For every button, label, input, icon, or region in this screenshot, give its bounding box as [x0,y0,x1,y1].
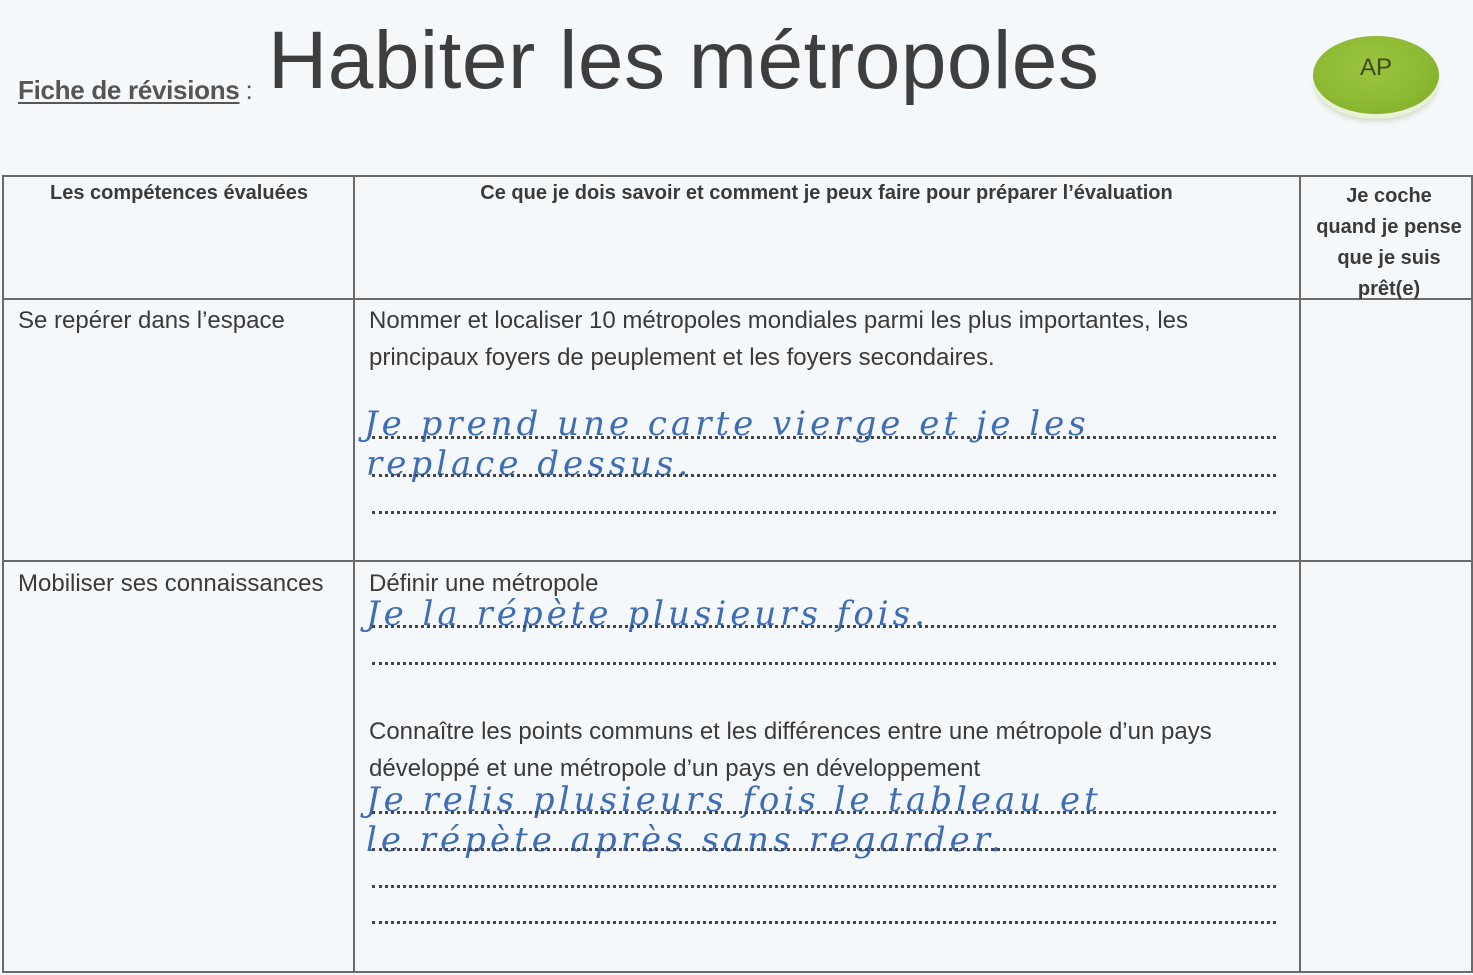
answer-line [372,474,1276,477]
row1-checkbox-cell[interactable] [1301,300,1471,560]
answer-line [372,921,1276,924]
sheet-label-colon: : [245,75,253,105]
row1-handwriting-line2: replace dessus. [366,444,693,484]
answer-line [372,511,1276,514]
header-competences: Les compétences évaluées [50,182,308,204]
revision-table [2,175,1473,973]
row2-instruction2: Connaître les points communs et les différences entre une métropole d’un pays développé et une métropole d’un pays en développement [369,718,1212,782]
row2-handwriting2-line2: le répète après sans regarder. [366,820,1006,860]
row2-handwriting2-line1: Je relis plusieurs fois le tableau et [366,780,1102,820]
ap-badge [1313,36,1439,114]
row1-competence: Se repérer dans l’espace [18,307,285,334]
answer-line [372,625,1276,628]
row2-instruction: Définir une métropole [369,570,599,597]
answer-line [372,811,1276,814]
row1-handwriting-line1: Je prend une carte vierge et je les [364,404,1090,444]
page-title: Habiter les métropoles [268,15,1100,106]
answer-line [372,662,1276,665]
answer-line [372,436,1276,439]
sheet-label [18,75,252,106]
answer-line [372,848,1276,851]
row1-instruction: Nommer et localiser 10 métropoles mondiales parmi les plus importantes, les principaux foyers de peuplement et les foyers secondaires. [369,307,1188,371]
answer-line [372,885,1276,888]
header-savoir: Ce que je dois savoir et comment je peux faire pour préparer l’évaluation [480,182,1173,204]
ap-badge-label: AP [1359,54,1392,81]
row2-checkbox-cell[interactable] [1301,562,1471,971]
header-row-divider [4,298,1471,300]
row2-handwriting-line1: Je la répète plusieurs fois. [366,594,929,634]
row2-competence: Mobiliser ses connaissances [18,570,324,597]
sheet-label-text: Fiche de révisions [18,75,240,105]
row-divider [4,560,1471,562]
column-divider-1 [353,177,355,971]
header-coche: Je coche quand je pense que je suis prêt(e) [1316,185,1462,300]
